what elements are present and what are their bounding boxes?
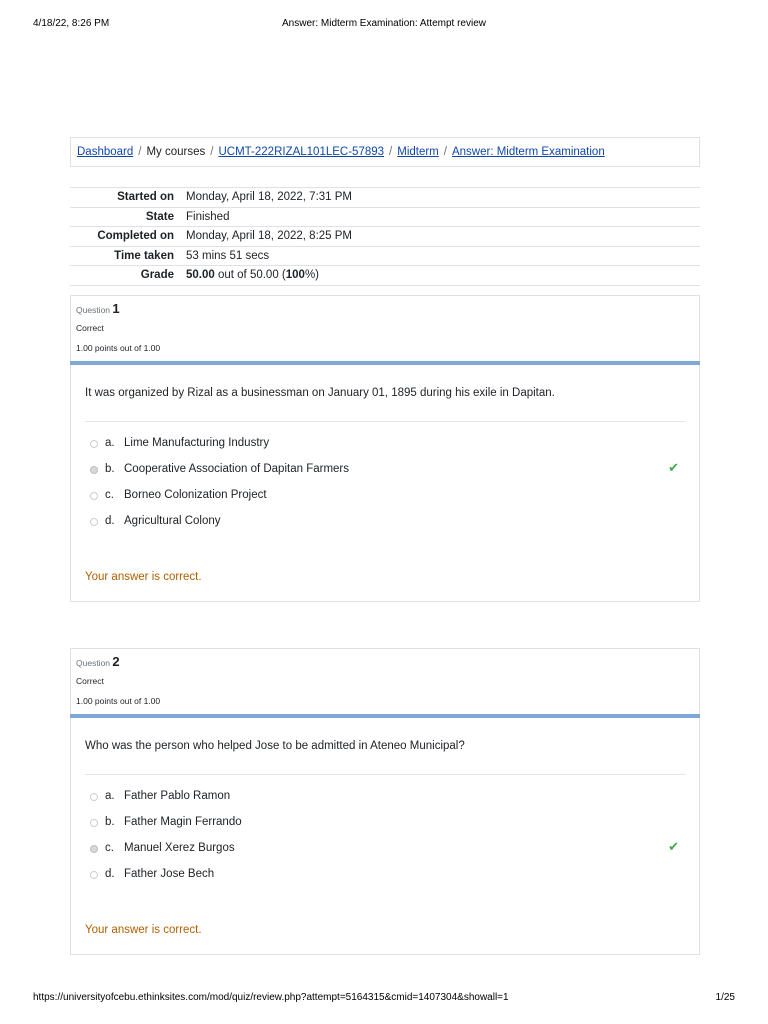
- answer-feedback: Your answer is correct.: [85, 924, 202, 936]
- grade-percent: 100: [285, 269, 305, 282]
- breadcrumb-my-courses: My courses: [146, 146, 206, 158]
- answer-text: Cooperative Association of Dapitan Farmers: [124, 463, 349, 475]
- radio-button[interactable]: [90, 440, 98, 448]
- question-2: [70, 648, 700, 955]
- breadcrumb-quiz-link[interactable]: Answer: Midterm Examination: [451, 146, 605, 158]
- breadcrumb-separator: /: [443, 146, 447, 158]
- radio-button[interactable]: [90, 819, 98, 827]
- summary-row-time-taken: [70, 246, 700, 266]
- radio-button-selected[interactable]: [90, 466, 98, 474]
- summary-label: State: [70, 207, 186, 227]
- summary-value: Monday, April 18, 2022, 7:31 PM: [186, 188, 700, 208]
- question-info: [71, 649, 699, 714]
- answer-text: Borneo Colonization Project: [124, 489, 267, 501]
- question-content: [71, 718, 699, 891]
- summary-value: Monday, April 18, 2022, 8:25 PM: [186, 227, 700, 247]
- summary-row-completed: [70, 227, 700, 247]
- answer-letter: b.: [105, 816, 115, 828]
- breadcrumb-dashboard-link[interactable]: Dashboard: [77, 146, 134, 158]
- question-state: Correct: [76, 676, 104, 686]
- radio-button-selected[interactable]: [90, 845, 98, 853]
- print-page-title: Answer: Midterm Examination: Attempt review: [282, 18, 486, 29]
- print-datetime: 4/18/22, 8:26 PM: [33, 18, 110, 29]
- question-text: It was organized by Rizal as a businessman on January 01, 1895 during his exile in Dapitan.: [85, 365, 685, 422]
- answer-option-c[interactable]: [85, 486, 685, 512]
- radio-button[interactable]: [90, 518, 98, 526]
- print-header: [33, 18, 735, 32]
- summary-label: Completed on: [70, 227, 186, 247]
- question-grade: 1.00 points out of 1.00: [76, 696, 161, 706]
- answer-text: Father Magin Ferrando: [124, 816, 242, 828]
- answer-letter: c.: [105, 842, 114, 854]
- answer-text: Manuel Xerez Burgos: [124, 842, 235, 854]
- breadcrumb-separator: /: [210, 146, 214, 158]
- check-icon: ✔: [668, 839, 679, 854]
- answer-option-b[interactable]: [85, 460, 685, 486]
- answer-feedback: Your answer is correct.: [85, 571, 202, 583]
- answer-letter: b.: [105, 463, 115, 475]
- answer-letter: c.: [105, 489, 114, 501]
- breadcrumb-course-link[interactable]: UCMT-222RIZAL101LEC-57893: [218, 146, 385, 158]
- grade-score: 50.00: [186, 269, 215, 282]
- summary-label: Grade: [70, 266, 186, 286]
- print-footer: [33, 992, 735, 1006]
- summary-label: Started on: [70, 188, 186, 208]
- question-content: [71, 365, 699, 538]
- grade-out-of: out of 50.00 (: [214, 269, 286, 282]
- answer-letter: a.: [105, 437, 115, 449]
- question-text: Who was the person who helped Jose to be admitted in Ateneo Municipal?: [85, 718, 685, 775]
- question-grade: 1.00 points out of 1.00: [76, 343, 161, 353]
- question-number: [76, 301, 120, 316]
- breadcrumb-midterm-link[interactable]: Midterm: [397, 146, 439, 158]
- answer-list: [85, 422, 685, 538]
- question-state: Correct: [76, 323, 104, 333]
- breadcrumb-separator: /: [389, 146, 393, 158]
- answer-option-d[interactable]: [85, 512, 685, 538]
- radio-button[interactable]: [90, 793, 98, 801]
- radio-button[interactable]: [90, 871, 98, 879]
- breadcrumb: [70, 137, 700, 167]
- summary-row-started: [70, 188, 700, 208]
- question-number-value: 2: [112, 654, 120, 669]
- answer-text: Agricultural Colony: [124, 515, 221, 527]
- answer-letter: a.: [105, 790, 115, 802]
- summary-value: [186, 266, 700, 286]
- grade-percent-suffix: %): [304, 269, 319, 282]
- answer-option-c[interactable]: [85, 839, 685, 865]
- answer-text: Father Pablo Ramon: [124, 790, 231, 802]
- question-number-value: 1: [112, 301, 120, 316]
- question-prefix: Question: [76, 658, 111, 668]
- summary-value: 53 mins 51 secs: [186, 246, 700, 266]
- print-url: https://universityofcebu.ethinksites.com/mod/quiz/review.php?attempt=5164315&cmid=1407304&showall=1: [33, 992, 509, 1003]
- check-icon: ✔: [668, 460, 679, 475]
- answer-option-d[interactable]: [85, 865, 685, 891]
- question-prefix: Question: [76, 305, 111, 315]
- question-info: [71, 296, 699, 361]
- print-page-count: 1/25: [715, 992, 735, 1003]
- attempt-summary-table: [70, 187, 700, 286]
- answer-text: Father Jose Bech: [124, 868, 215, 880]
- answer-list: [85, 775, 685, 891]
- breadcrumb-separator: /: [138, 146, 142, 158]
- question-1: [70, 295, 700, 602]
- summary-value: Finished: [186, 207, 700, 227]
- answer-letter: d.: [105, 868, 115, 880]
- question-number: [76, 654, 120, 669]
- summary-row-grade: [70, 266, 700, 286]
- answer-letter: d.: [105, 515, 115, 527]
- summary-label: Time taken: [70, 246, 186, 266]
- answer-text: Lime Manufacturing Industry: [124, 437, 270, 449]
- answer-option-b[interactable]: [85, 813, 685, 839]
- answer-option-a[interactable]: [85, 434, 685, 460]
- answer-option-a[interactable]: [85, 787, 685, 813]
- radio-button[interactable]: [90, 492, 98, 500]
- summary-row-state: [70, 207, 700, 227]
